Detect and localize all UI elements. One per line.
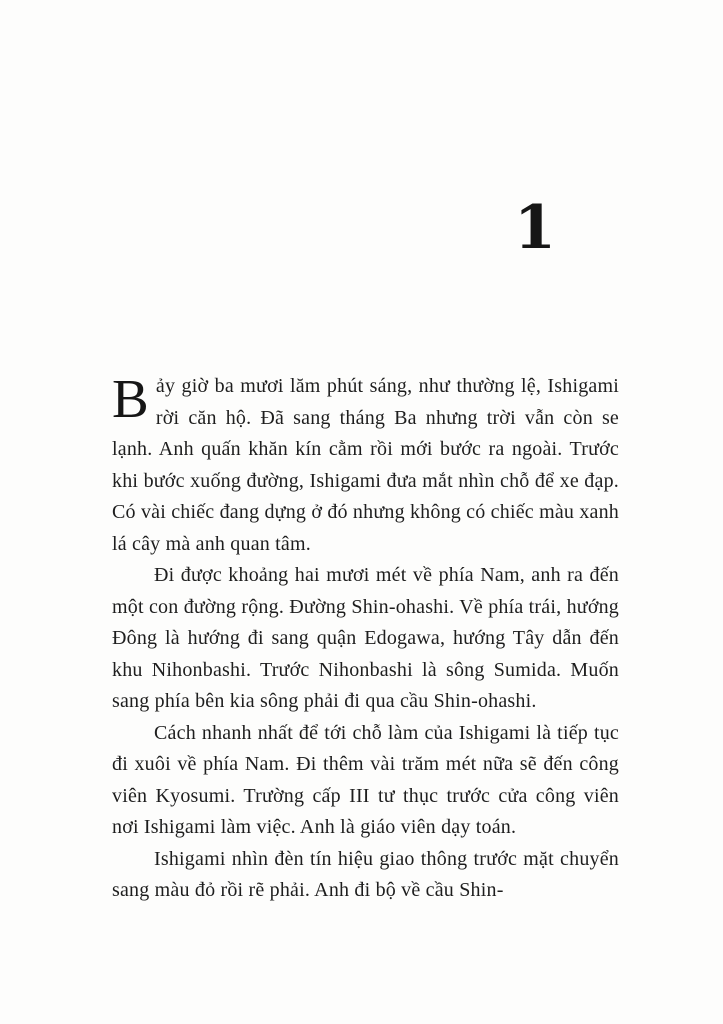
text-block — [112, 368, 619, 907]
paragraph — [112, 368, 619, 560]
paragraph-text: ảy giờ ba mươi lăm phút sáng, như thường lệ, Ishigami rời căn hộ. Đã sang tháng Ba nhưng trời vẫn còn se lạnh. Anh quấn khăn kín cằm rồi mới bước ra ngoài. Trước khi bước xuống đường, Ishigami đưa mắt nhìn chỗ để xe đạp. Có vài chiếc đang dựng ở đó nhưng không có chiếc màu xanh lá cây mà anh quan tâm. — [112, 375, 619, 555]
paragraph: Ishigami nhìn đèn tín hiệu giao thông trước mặt chuyển sang màu đỏ rồi rẽ phải. Anh đi bộ về cầu Shin- — [112, 847, 619, 901]
drop-cap: B — [112, 368, 149, 429]
paragraph: Đi được khoảng hai mươi mét về phía Nam, anh ra đến một con đường rộng. Đường Shin-ohashi. Về phía trái, hướng Đông là hướng đi sang quận Edogawa, hướng Tây dẫn đến khu Nihonbashi. Trước Nihonbashi là sông Sumida. Muốn sang phía bên kia sông phải đi qua cầu Shin-ohashi. — [112, 564, 619, 712]
paragraph: Cách nhanh nhất để tới chỗ làm của Ishigami là tiếp tục đi xuôi về phía Nam. Đi thêm vài trăm mét nữa sẽ đến công viên Kyosumi. Trường cấp III tư thục trước cửa công viên nơi Ishigami làm việc. Anh là giáo viên dạy toán. — [112, 721, 619, 838]
chapter-number: 1 — [514, 193, 556, 263]
